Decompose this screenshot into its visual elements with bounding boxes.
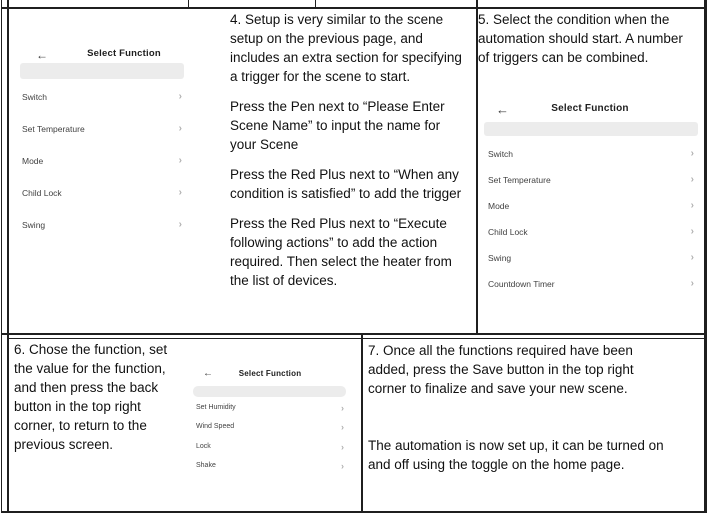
back-arrow-icon: ← <box>36 48 48 62</box>
table-tick-remnant-1 <box>188 0 189 7</box>
step-7-instructions <box>368 341 673 474</box>
function-list-item <box>196 460 344 471</box>
function-list-label: Mode <box>22 155 44 166</box>
function-list-label: Child Lock <box>488 226 528 237</box>
function-list-item <box>196 421 344 432</box>
chevron-right-icon: › <box>341 460 344 471</box>
function-list-label: Switch <box>488 148 514 159</box>
function-list-label: Countdown Timer <box>488 278 555 289</box>
function-list-item <box>196 402 344 413</box>
function-list-item <box>488 147 694 160</box>
function-list-label: Set Humidity <box>196 404 236 411</box>
empty-header-bar <box>484 122 698 136</box>
chevron-right-icon: › <box>341 441 344 452</box>
table-divider-bottom-columns <box>361 335 363 511</box>
step-7-paragraph: The automation is now set up, it can be turned on and off using the toggle on the home page. <box>368 438 664 472</box>
function-list-item <box>22 122 182 135</box>
step-5-paragraph: 5. Select the condition when the automation should start. A number of triggers can be combined. <box>478 12 683 65</box>
chevron-right-icon: › <box>690 174 694 185</box>
table-border-left-outer <box>1 0 2 513</box>
empty-header-bar <box>20 63 184 79</box>
function-list-label: Mode <box>488 200 510 211</box>
screen-title: Select Function <box>551 103 629 114</box>
table-tick-remnant-2 <box>315 0 316 7</box>
back-arrow-icon: ← <box>203 368 213 379</box>
phone-screenshot-select-function-1 <box>12 12 222 330</box>
function-list-label: Swing <box>488 252 512 263</box>
chevron-right-icon: › <box>341 402 344 413</box>
table-row-divider-a <box>1 333 707 335</box>
function-list-item <box>488 251 694 264</box>
function-list-item <box>488 173 694 186</box>
function-list-label: Shake <box>196 462 216 469</box>
empty-header-bar <box>193 386 346 397</box>
function-list-item <box>22 90 182 103</box>
function-list-label: Set Temperature <box>488 174 551 185</box>
chevron-right-icon: › <box>690 252 694 263</box>
function-list-label: Lock <box>196 443 211 450</box>
function-list-label: Swing <box>22 219 46 230</box>
step-4-paragraph: Press the Red Plus next to “Execute following actions” to add the action required. Then select the heater from the list of devices. <box>230 216 452 288</box>
step-4-paragraph: Press the Red Plus next to “When any condition is satisfied” to add the trigger <box>230 167 462 201</box>
step-4-instructions <box>230 10 467 290</box>
step-6-instructions <box>14 340 175 454</box>
phone-screenshot-select-function-3 <box>178 342 358 490</box>
chevron-right-icon: › <box>178 219 182 230</box>
chevron-right-icon: › <box>690 226 694 237</box>
step-6-paragraph: 6. Chose the function, set the value for the function, and then press the back button in the top right corner, to return to the previous screen. <box>14 342 168 452</box>
phone-screenshot-select-function-2 <box>479 96 703 332</box>
function-list-item <box>22 218 182 231</box>
chevron-right-icon: › <box>341 421 344 432</box>
step-4-paragraph: Press the Pen next to “Please Enter Scene Name” to input the name for your Scene <box>230 99 445 152</box>
table-border-right <box>704 0 707 513</box>
back-arrow-icon: ← <box>496 102 509 117</box>
function-list-label: Switch <box>22 91 48 102</box>
table-border-top <box>1 7 707 9</box>
chevron-right-icon: › <box>178 155 182 166</box>
table-border-bottom <box>1 511 707 513</box>
function-list-item <box>22 186 182 199</box>
function-list-item <box>488 199 694 212</box>
screen-title: Select Function <box>238 369 302 378</box>
function-list-label: Child Lock <box>22 187 62 198</box>
chevron-right-icon: › <box>178 123 182 134</box>
step-7-paragraph: 7. Once all the functions required have been added, press the Save button in the top right corner to finalize and save your new scene. <box>368 343 634 396</box>
table-row-divider-b <box>8 338 704 339</box>
table-border-left <box>7 0 9 511</box>
chevron-right-icon: › <box>690 200 694 211</box>
chevron-right-icon: › <box>690 278 694 289</box>
function-list-label: Wind Speed <box>196 423 235 430</box>
screen-title: Select Function <box>87 48 161 59</box>
chevron-right-icon: › <box>178 187 182 198</box>
step-4-paragraph: 4. Setup is very similar to the scene setup on the previous page, and includes an extra section for specifying a trigger for the scene to start. <box>230 12 462 84</box>
function-list-item <box>22 154 182 167</box>
function-list-label: Set Temperature <box>22 123 85 134</box>
chevron-right-icon: › <box>690 148 694 159</box>
function-list-item <box>488 277 694 290</box>
function-list-item <box>196 441 344 452</box>
function-list-item <box>488 225 694 238</box>
chevron-right-icon: › <box>178 91 182 102</box>
step-5-instructions <box>478 10 686 67</box>
